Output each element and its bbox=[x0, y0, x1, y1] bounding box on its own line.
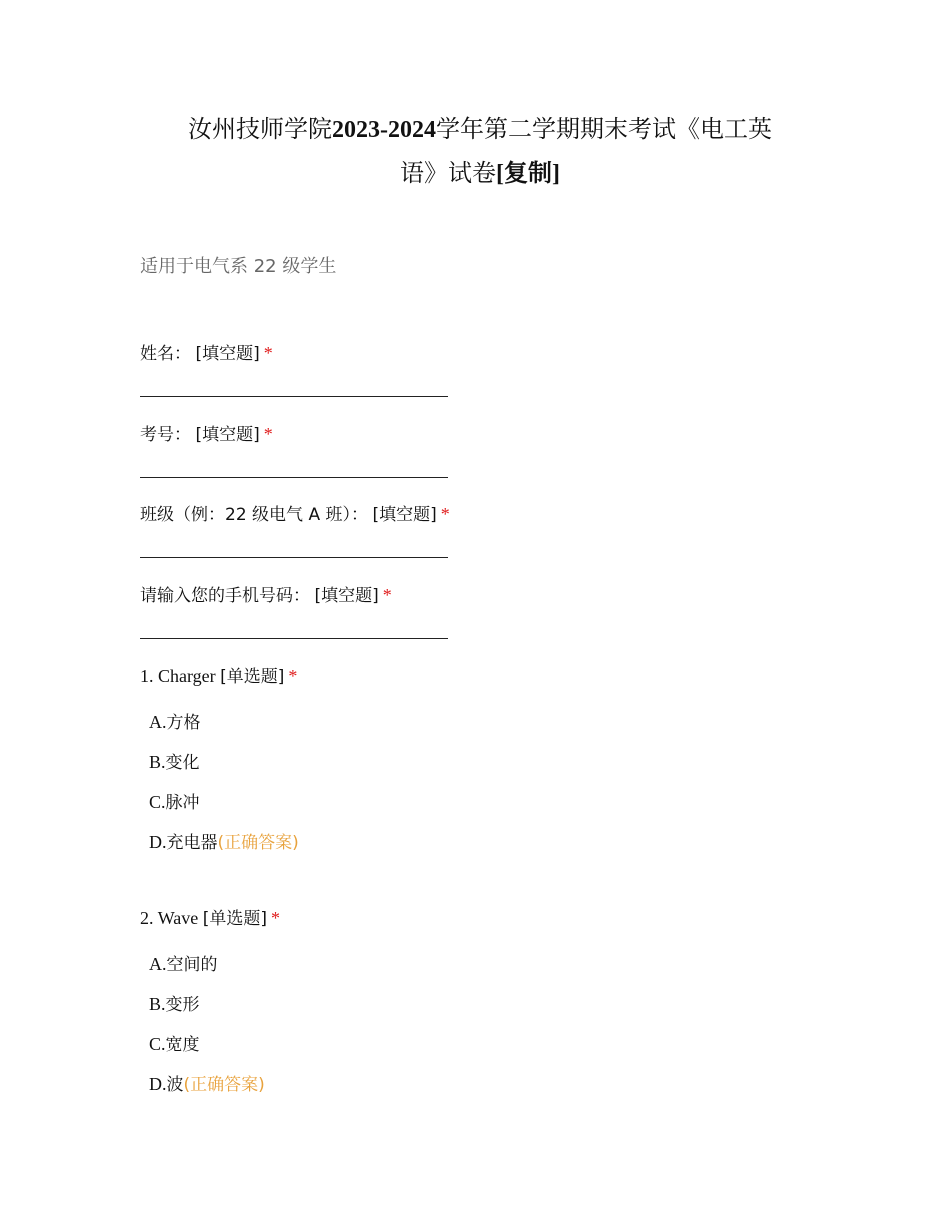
question-2-option-d[interactable] bbox=[149, 1072, 265, 1097]
field-phone-label bbox=[140, 583, 392, 608]
field-name-label bbox=[140, 341, 273, 366]
required-mark: * bbox=[270, 908, 280, 928]
field-label: 姓名： bbox=[140, 344, 191, 364]
required-mark: * bbox=[382, 585, 392, 605]
question-word: Charger bbox=[158, 666, 216, 686]
question-1-option-d[interactable] bbox=[149, 830, 299, 855]
field-label: 考号： bbox=[140, 425, 191, 445]
option-text: 变形 bbox=[165, 995, 200, 1015]
option-letter: D. bbox=[149, 1074, 167, 1094]
title-part3: 语》试卷 bbox=[400, 161, 496, 187]
option-letter: B. bbox=[149, 994, 166, 1014]
field-exam-id-label bbox=[140, 422, 273, 447]
class-blank-line[interactable] bbox=[140, 557, 448, 558]
option-text: 空间的 bbox=[166, 955, 218, 975]
question-1-title bbox=[140, 664, 297, 689]
title-suffix: [复制] bbox=[496, 161, 560, 187]
field-label: 请输入您的手机号码： bbox=[140, 586, 310, 606]
required-mark: * bbox=[440, 504, 450, 524]
option-letter: A. bbox=[149, 712, 167, 732]
correct-answer-badge: (正确答案) bbox=[183, 1075, 265, 1095]
question-type: [单选题] bbox=[202, 909, 267, 929]
field-type: [填空题] bbox=[314, 586, 379, 606]
option-letter: B. bbox=[149, 752, 166, 772]
correct-answer-badge: (正确答案) bbox=[217, 833, 299, 853]
question-2-option-a[interactable] bbox=[149, 952, 218, 977]
page-title bbox=[160, 108, 800, 196]
option-text: 波 bbox=[166, 1075, 184, 1095]
field-type: [填空题] bbox=[195, 425, 260, 445]
question-number: 1. bbox=[140, 666, 154, 686]
option-letter: A. bbox=[149, 954, 167, 974]
title-part2: 学年第二学期期末考试《电工英 bbox=[436, 117, 772, 143]
question-2-option-c[interactable] bbox=[149, 1032, 200, 1057]
option-letter: C. bbox=[149, 1034, 166, 1054]
question-1-option-a[interactable] bbox=[149, 710, 201, 735]
question-1-option-c[interactable] bbox=[149, 790, 200, 815]
required-mark: * bbox=[288, 666, 298, 686]
required-mark: * bbox=[263, 343, 273, 363]
field-label: 班级（例：22 级电气 A 班）： bbox=[140, 505, 368, 525]
question-type: [单选题] bbox=[220, 667, 285, 687]
option-text: 充电器 bbox=[166, 833, 218, 853]
field-type: [填空题] bbox=[372, 505, 437, 525]
field-type: [填空题] bbox=[195, 344, 260, 364]
required-mark: * bbox=[263, 424, 273, 444]
phone-blank-line[interactable] bbox=[140, 638, 448, 639]
exam-id-blank-line[interactable] bbox=[140, 477, 448, 478]
title-part1: 汝州技师学院 bbox=[188, 117, 332, 143]
question-word: Wave bbox=[157, 908, 199, 928]
question-2-title bbox=[140, 906, 280, 931]
question-1-option-b[interactable] bbox=[149, 750, 200, 775]
name-blank-line[interactable] bbox=[140, 396, 448, 397]
question-number: 2. bbox=[140, 908, 154, 928]
option-text: 变化 bbox=[165, 753, 200, 773]
option-letter: D. bbox=[149, 832, 167, 852]
page-subtitle: 适用于电气系 22 级学生 bbox=[140, 256, 337, 277]
option-text: 方格 bbox=[166, 713, 201, 733]
option-text: 脉冲 bbox=[165, 793, 200, 813]
option-text: 宽度 bbox=[165, 1035, 200, 1055]
option-letter: C. bbox=[149, 792, 166, 812]
title-years: 2023-2024 bbox=[332, 117, 436, 143]
field-class-label bbox=[140, 502, 450, 527]
question-2-option-b[interactable] bbox=[149, 992, 200, 1017]
